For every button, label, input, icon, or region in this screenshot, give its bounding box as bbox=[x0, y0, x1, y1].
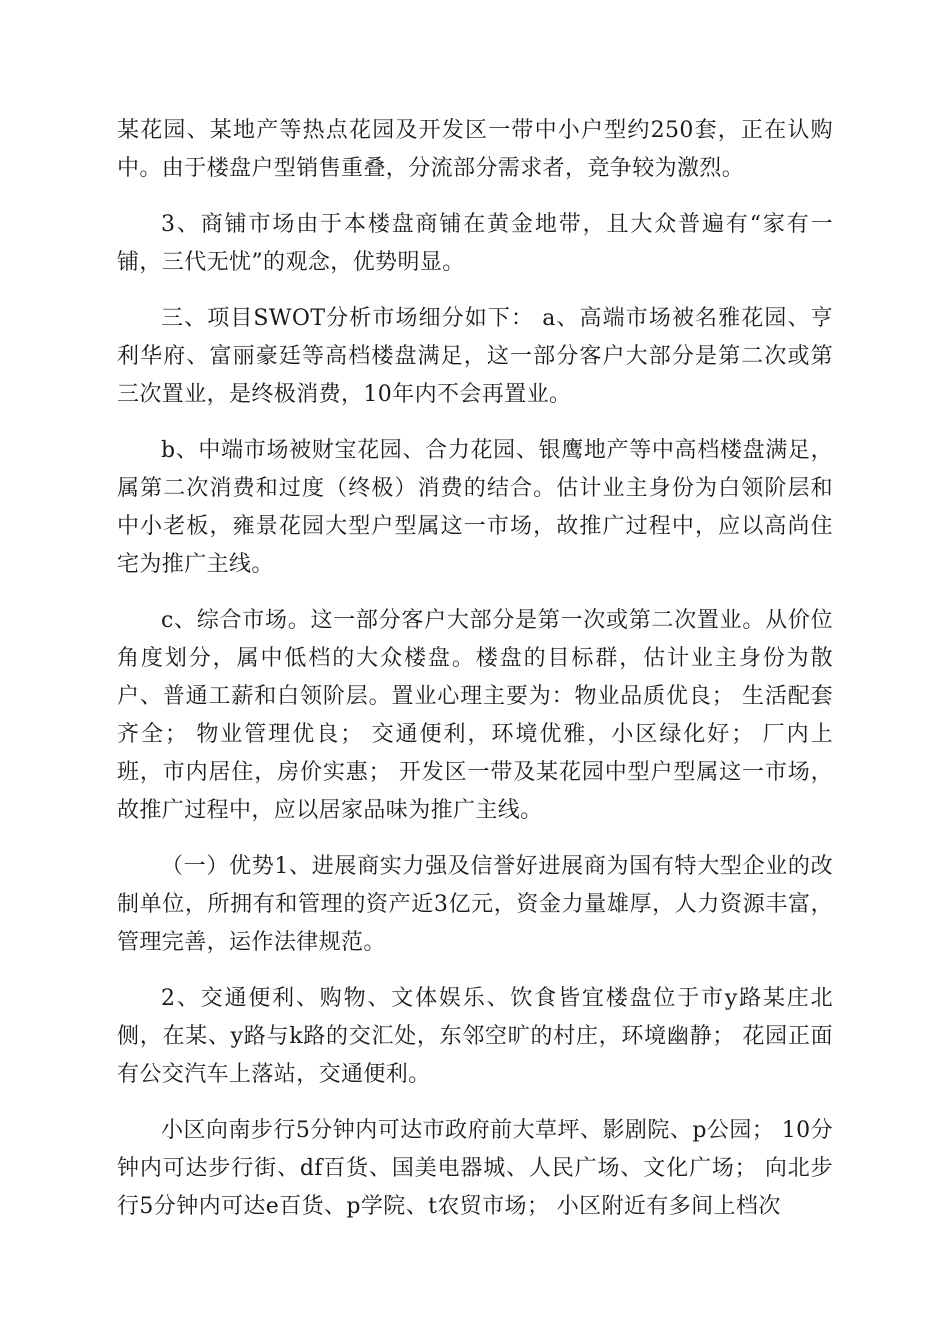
paragraph-5: c、综合市场。这一部分客户大部分是第一次或第二次置业。从价位角度划分，属中低档的大众楼盘。楼盘的目标群，估计业主身份为散户、普通工薪和白领阶层。置业心理主要为：物业品质优良； 生活配套齐全； 物业管理优良； 交通便利，环境优雅，小区绿化好； 厂内上班，市内居住，房价实惠； 开发区一带及某花园中型户型属这一市场，故推广过程中，应以居家品味为推广主线。 bbox=[117, 608, 833, 823]
paragraph-7: 2、交通便利、购物、文体娱乐、饮食皆宜楼盘位于市y路某庄北侧，在某、y路与k路的交汇处，东邻空旷的村庄，环境幽静； 花园正面有公交汽车上落站，交通便利。 bbox=[117, 986, 833, 1087]
paragraph-8: 小区向南步行5分钟内可达市政府前大草坪、影剧院、p公园； 10分钟内可达步行街、df百货、国美电器城、人民广场、文化广场； 向北步行5分钟内可达e百货、p学院、t农贸市场； 小区附近有多间上档次 bbox=[117, 1118, 833, 1219]
document-body bbox=[117, 112, 833, 1244]
paragraph-2: 3、商铺市场由于本楼盘商铺在黄金地带，且大众普遍有“家有一铺，三代无忧”的观念，优势明显。 bbox=[117, 212, 833, 275]
paragraph-4: b、中端市场被财宝花园、合力花园、银鹰地产等中高档楼盘满足，属第二次消费和过度（终极）消费的结合。估计业主身份为白领阶层和中小老板，雍景花园大型户型属这一市场，故推广过程中，应以高尚住宅为推广主线。 bbox=[117, 438, 833, 577]
paragraph-1: 某花园、某地产等热点花园及开发区一带中小户型约250套，正在认购中。由于楼盘户型销售重叠，分流部分需求者，竞争较为激烈。 bbox=[117, 118, 833, 181]
paragraph-3: 三、项目SWOT分析市场细分如下： a、高端市场被名雅花园、亨利华府、富丽豪廷等高档楼盘满足，这一部分客户大部分是第二次或第三次置业，是终极消费，10年内不会再置业。 bbox=[117, 306, 833, 407]
paragraph-6: （一）优势1、进展商实力强及信誉好进展商为国有特大型企业的改制单位，所拥有和管理的资产近3亿元，资金力量雄厚，人力资源丰富，管理完善，运作法律规范。 bbox=[117, 854, 833, 955]
